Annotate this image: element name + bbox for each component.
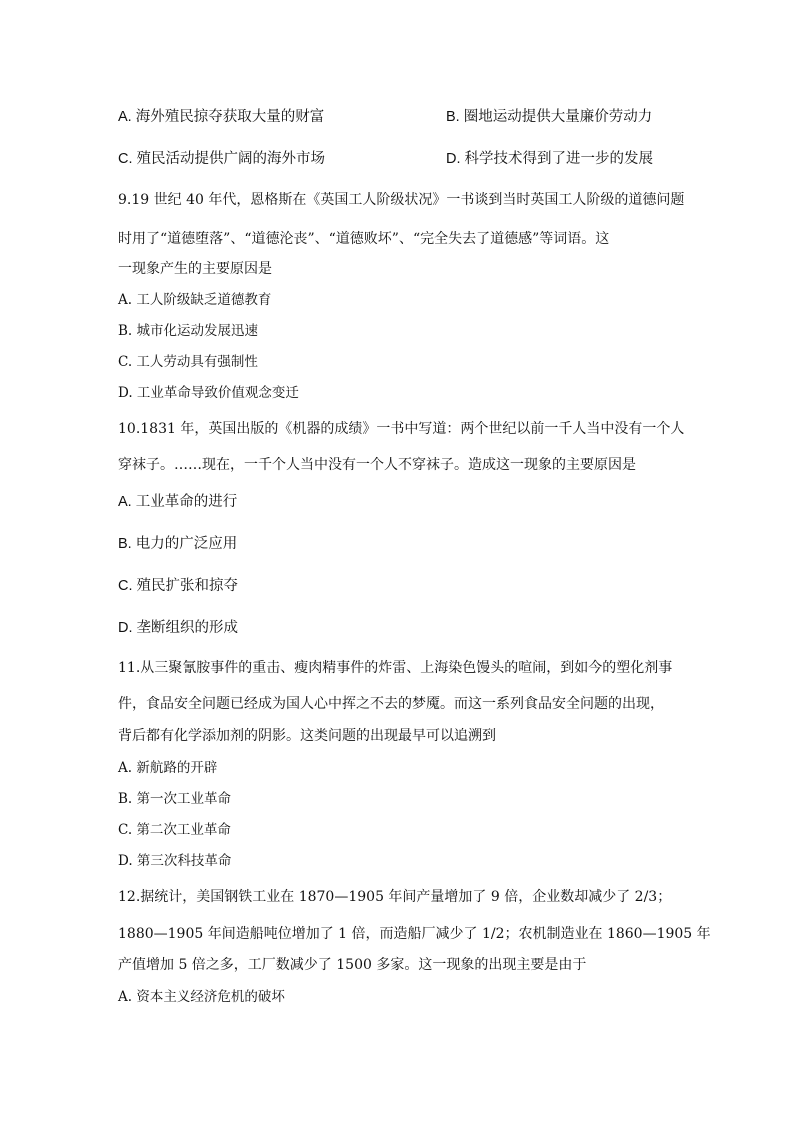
question-12-option-a: A. 资本主义经济危机的破坏 — [118, 989, 285, 1005]
question-12-stem-line: 1880—1905 年间造船吨位增加了 1 倍，而造船厂减少了 1/2；农机制造业在 1860—1905 年 — [118, 926, 711, 942]
question-9-option-c: C. 工人劳动具有强制性 — [118, 354, 258, 370]
question-10-option-c: C. 殖民扩张和掠夺 — [118, 578, 239, 594]
option-a: A. 海外殖民掠夺获取大量的财富 — [118, 109, 325, 125]
question-10-stem-line: 10.1831 年，英国出版的《机器的成绩》一书中写道：两个世纪以前一千人当中没有一个人 — [118, 421, 685, 437]
question-11-stem-line: 背后都有化学添加剂的阴影。这类问题的出现最早可以追溯到 — [118, 728, 496, 744]
question-9-option-a: A. 工人阶级缺乏道德教育 — [118, 292, 272, 308]
option-b: B. 圈地运动提供大量廉价劳动力 — [446, 109, 653, 125]
question-9-stem-line: 时用了“道德堕落”、“道德沦丧”、“道德败坏”、“完全失去了道德感”等词语。这 — [118, 231, 610, 247]
question-11-stem-line: 件，食品安全问题已经成为国人心中挥之不去的梦魇。而这一系列食品安全问题的出现， — [118, 696, 664, 712]
question-9-option-b: B. 城市化运动发展迅速 — [118, 323, 259, 339]
question-10-option-b: B. 电力的广泛应用 — [118, 536, 238, 552]
question-9-stem-line: 一现象产生的主要原因是 — [118, 261, 272, 277]
question-9-option-d: D. 工业革命导致价值观念变迁 — [118, 385, 299, 401]
question-11-option-a: A. 新航路的开辟 — [118, 760, 218, 776]
question-11-option-d: D. 第三次科技革命 — [118, 853, 232, 869]
question-10-option-a: A. 工业革命的进行 — [118, 494, 238, 510]
option-d: D. 科学技术得到了进一步的发展 — [446, 151, 654, 167]
question-10-option-d: D. 垄断组织的形成 — [118, 620, 239, 636]
question-9-stem-line: 9.19 世纪 40 年代，恩格斯在《英国工人阶级状况》一书谈到当时英国工人阶级的道德问题 — [118, 192, 685, 208]
question-12-stem-line: 产值增加 5 倍之多，工厂数减少了 1500 多家。这一现象的出现主要是由于 — [118, 957, 587, 973]
question-11-stem-line: 11.从三聚氰胺事件的重击、瘦肉精事件的炸雷、上海染色馒头的喧闹，到如今的塑化剂事 — [118, 660, 673, 676]
question-10-stem-line: 穿袜子。……现在，一千个人当中没有一个人不穿袜子。造成这一现象的主要原因是 — [118, 457, 636, 473]
question-11-option-b: B. 第一次工业革命 — [118, 791, 232, 807]
option-c: C. 殖民活动提供广阔的海外市场 — [118, 151, 326, 167]
question-11-option-c: C. 第二次工业革命 — [118, 822, 231, 838]
question-12-stem-line: 12.据统计，美国钢铁工业在 1870—1905 年间产量增加了 9 倍，企业数却减少了 2/3； — [118, 889, 672, 905]
